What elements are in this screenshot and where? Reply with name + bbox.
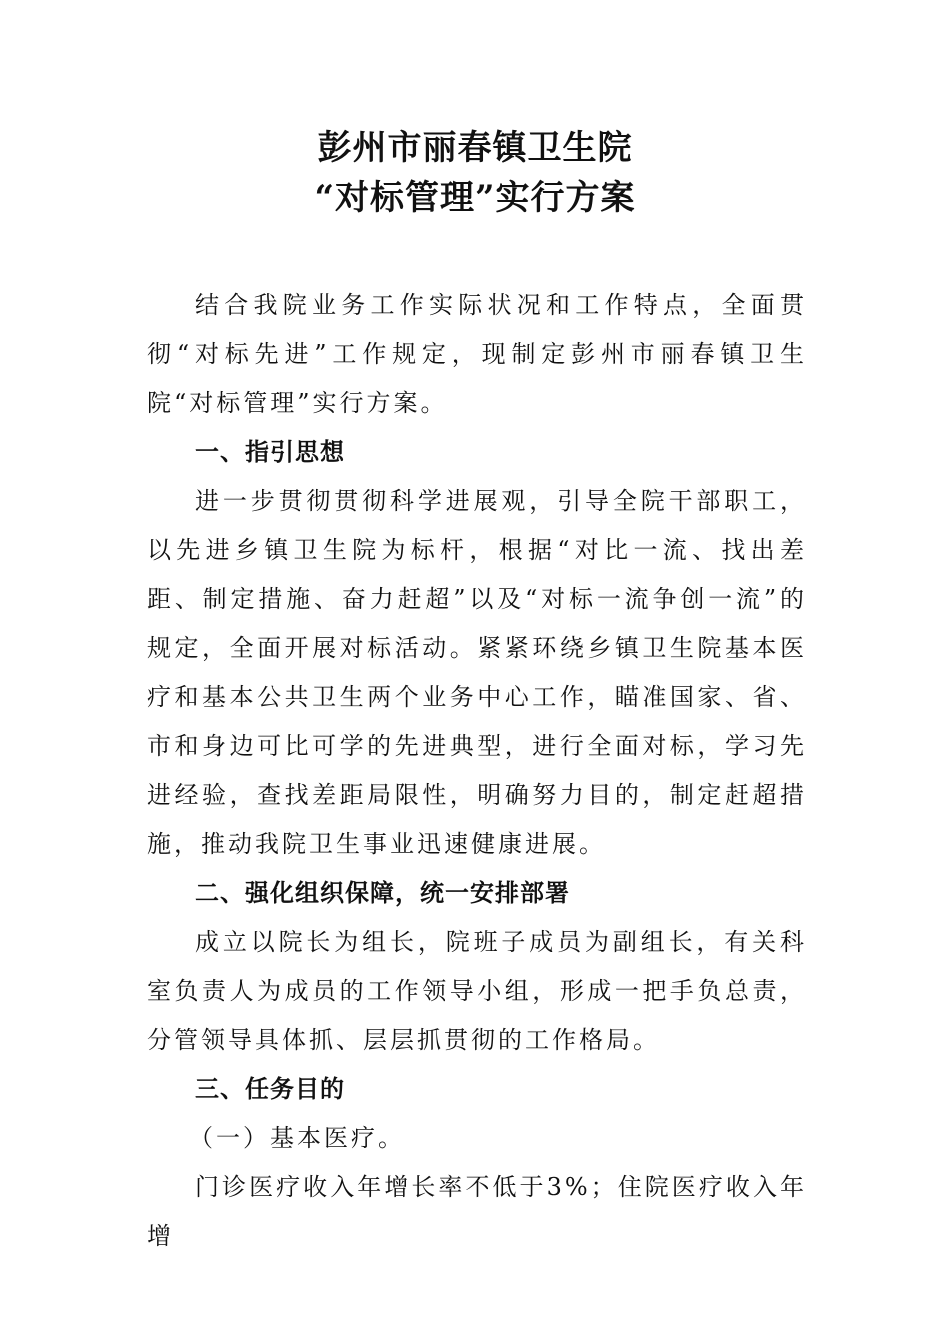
section-heading-guiding-thought: 一、指引思想 bbox=[195, 438, 345, 466]
basic-medical-paragraph: 门诊医疗收入年增长率不低于3%；住院医疗收入年增 bbox=[147, 1173, 807, 1250]
subsection-heading-basic-medical: （一）基本医疗。 bbox=[189, 1124, 405, 1152]
section-heading-task-goals: 三、任务目的 bbox=[195, 1075, 345, 1103]
guiding-thought-paragraph: 进一步贯彻贯彻科学进展观，引导全院干部职工，以先进乡镇卫生院为标杆，根据“对比一流、找出差距、制定措施、奋力赶超”以及“对标一流争创一流”的规定，全面开展对标活动。紧紧环绕乡镇卫生院基本医疗和基本公共卫生两个业务中心工作，瞄准国家、省、市和身边可比可学的先进典型，进行全面对标，学习先进经验，查找差距局限性，明确努力目的，制定赶超措施，推动我院卫生事业迅速健康进展。 bbox=[147, 487, 807, 858]
intro-paragraph: 结合我院业务工作实际状况和工作特点，全面贯彻“对标先进”工作规定，现制定彭州市丽春镇卫生院“对标管理”实行方案。 bbox=[147, 291, 807, 417]
document-title-line1: 彭州市丽春镇卫生院 bbox=[317, 128, 633, 168]
organization-paragraph: 成立以院长为组长，院班子成员为副组长，有关科室负责人为成员的工作领导小组，形成一把手负总责，分管领导具体抓、层层抓贯彻的工作格局。 bbox=[147, 928, 807, 1054]
section-heading-organization: 二、强化组织保障，统一安排部署 bbox=[195, 879, 570, 907]
document-body bbox=[147, 281, 807, 1261]
document-title-line2: “对标管理”实行方案 bbox=[314, 178, 636, 218]
